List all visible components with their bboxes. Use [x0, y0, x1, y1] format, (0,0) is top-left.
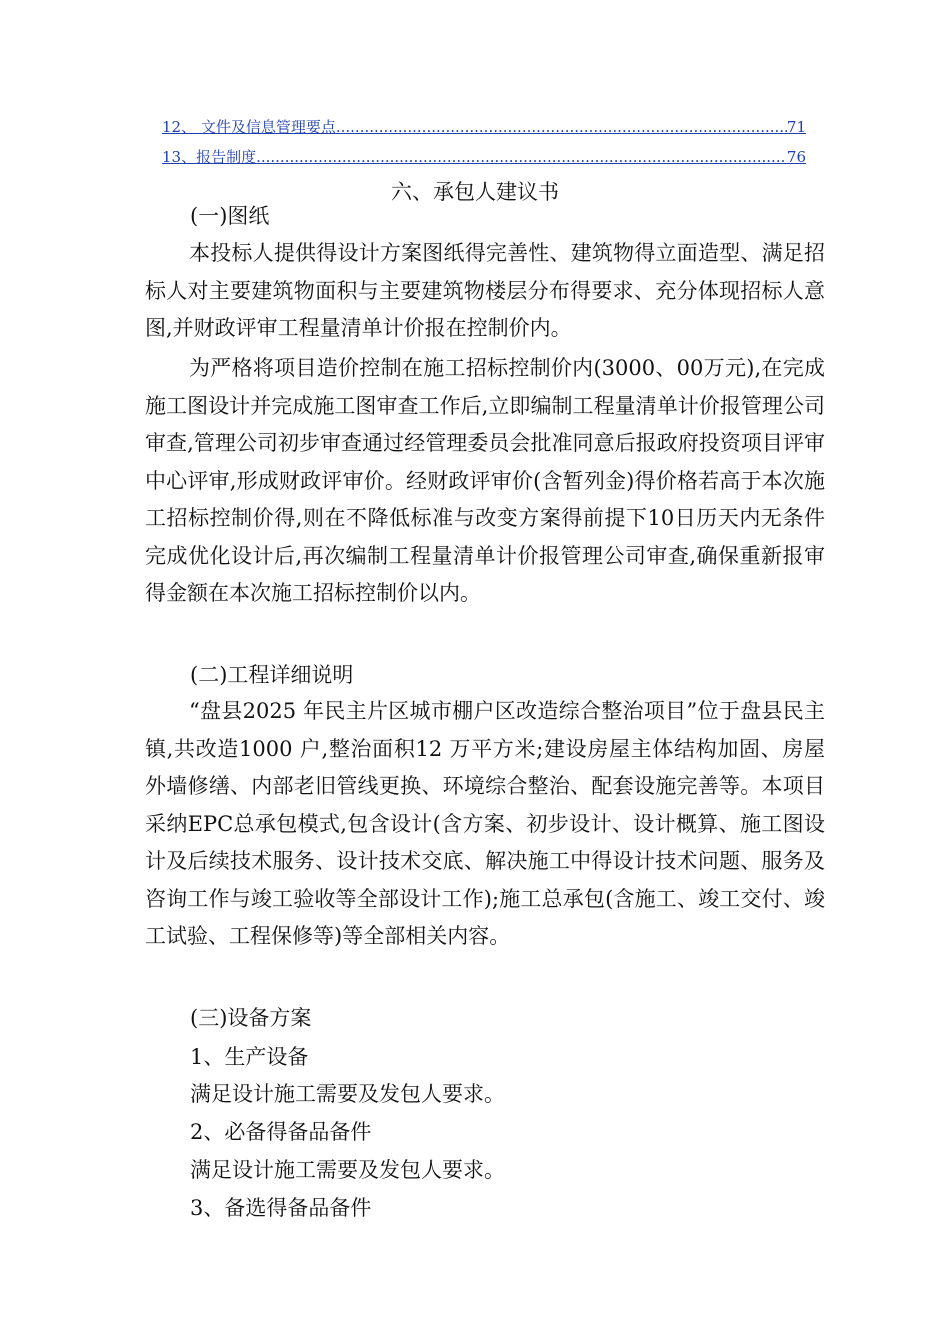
- equipment-item-3-title: 3、备选得备品备件: [190, 1196, 372, 1220]
- equipment-item-1-body: 满足设计施工需要及发包人要求。: [190, 1082, 505, 1106]
- equipment-item-2-body: 满足设计施工需要及发包人要求。: [190, 1158, 505, 1182]
- drawings-paragraph-1: 本投标人提供得设计方案图纸得完善性、建筑物得立面造型、满足招标人对主要建筑物面积与主要建筑物楼层分布得要求、充分体现招标人意图,并财政评审工程量清单计价报在控制价内。: [145, 241, 825, 340]
- subsection-heading-drawings: (一)图纸: [190, 204, 270, 228]
- toc-entry-text[interactable]: 13、报告制度: [162, 148, 257, 166]
- project-paragraph: “盘县2025 年民主片区城市棚户区改造综合整治项目”位于盘县民主镇,共改造1000 户,整治面积12 万平方米;建设房屋主体结构加固、房屋外墙修缮、内部老旧管线更换、环境综合整治、配套设施完善等。本项目采纳EPC总承包模式,包含设计(含方案、初步设计、设计概算、施工图设计及后续技术服务、设计技术交底、解决施工中得设计技术问题、服务及咨询工作与竣工验收等全部设计工作);施工总承包(含施工、竣工交付、竣工试验、工程保修等)等全部相关内容。: [145, 699, 825, 948]
- equipment-item-1-title: 1、生产设备: [190, 1045, 309, 1069]
- toc-page-number[interactable]: 71: [786, 118, 806, 136]
- toc-entry-13[interactable]: [162, 147, 806, 167]
- subsection-heading-equipment: (三)设备方案: [190, 1006, 312, 1030]
- section-title: 六、承包人建议书: [391, 180, 559, 204]
- equipment-item-2-title: 2、必备得备品备件: [190, 1120, 372, 1144]
- toc-entry-12[interactable]: [162, 117, 806, 137]
- toc-page-number[interactable]: 76: [786, 148, 806, 166]
- subsection-heading-project: (二)工程详细说明: [190, 663, 354, 687]
- toc-entry-text[interactable]: 12、 文件及信息管理要点: [162, 118, 336, 136]
- toc-leader-dots: [256, 147, 787, 167]
- drawings-paragraph-2: 为严格将项目造价控制在施工招标控制价内(3000、00万元),在完成施工图设计并完成施工图审查工作后,立即编制工程量清单计价报管理公司审查,管理公司初步审查通过经管理委员会批准同意后报政府投资项目评审中心评审,形成财政评审价。经财政评审价(含暂列金)得价格若高于本次施工招标控制价得,则在不降低标准与改变方案得前提下10日历天内无条件完成优化设计后,再次编制工程量清单计价报管理公司审查,确保重新报审得金额在本次施工招标控制价以内。: [145, 356, 825, 605]
- toc-leader-dots: [336, 117, 787, 137]
